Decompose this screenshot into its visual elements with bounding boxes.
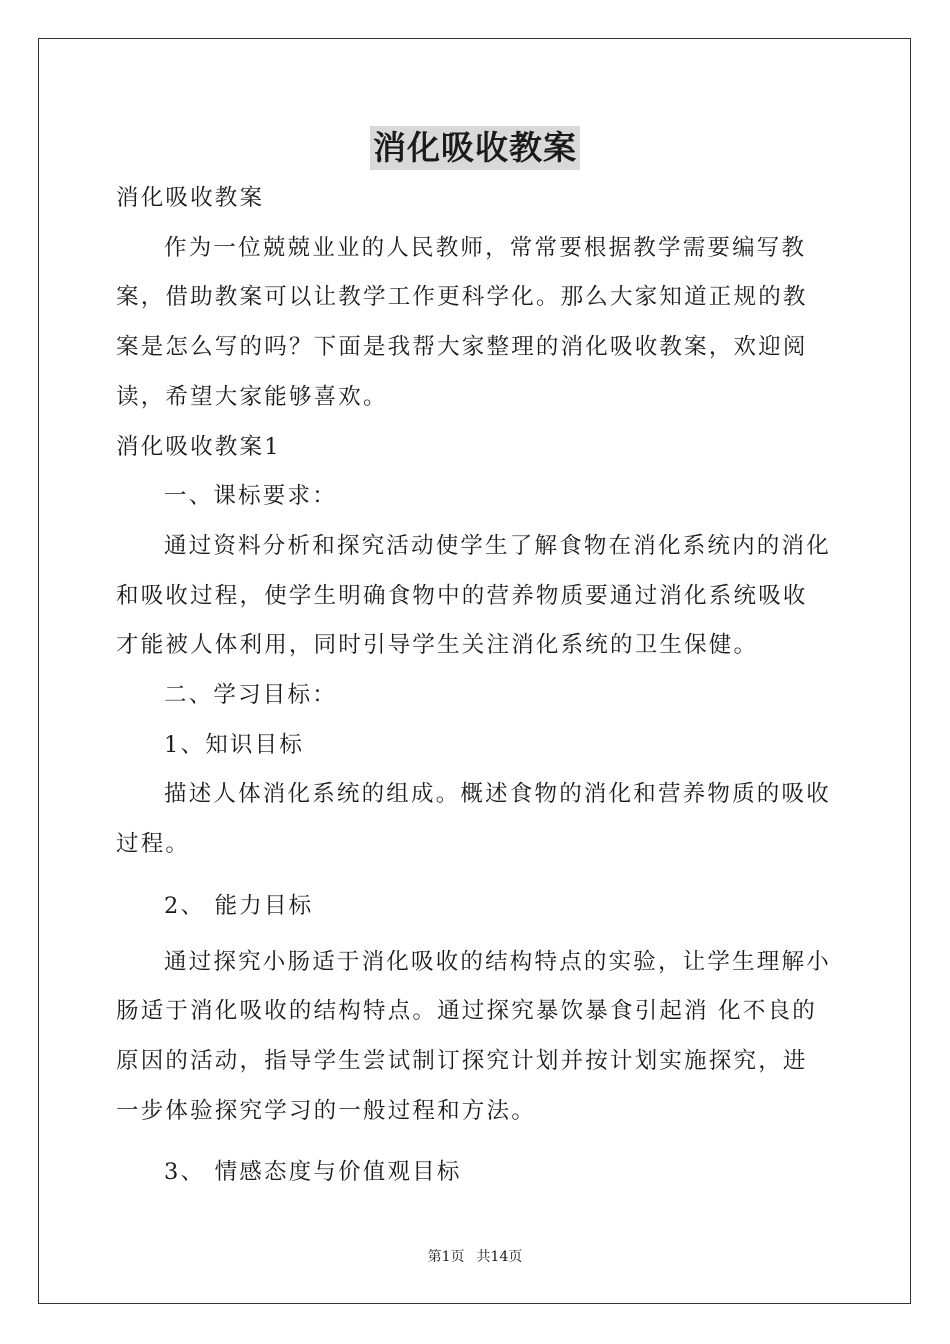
curriculum-paragraph: 通过资料分析和探究活动使学生了解食物在消化系统内的消化和吸收过程，使学生明确食物中的营养物质要通过消化系统吸收才能被人体利用，同时引导学生关注消化系统的卫生保健。 (116, 532, 831, 659)
page-number-total: 共14页 (476, 1249, 523, 1265)
page-number-current: 第1页 (427, 1249, 465, 1265)
ability-goal-paragraph: 通过探究小肠适于消化吸收的结构特点的实验，让学生理解小肠适于消化吸收的结构特点。通过探究暴饮暴食引起消 化不良的原因的活动，指导学生尝试制订探究计划并按计划实施探究，进一步体验探究学习的一般过程和方法。 (116, 948, 831, 1124)
section-heading: 消化吸收教案1 (116, 433, 281, 460)
heading-attitude-goal: 3、 情感态度与价值观目标 (164, 1159, 462, 1186)
heading-knowledge-goal: 1、知识目标 (164, 731, 305, 758)
document-body (116, 174, 832, 1198)
title-container (0, 126, 950, 170)
intro-paragraph: 作为一位兢兢业业的人民教师，常常要根据教学需要编写教案，借助教案可以让教学工作更科学化。那么大家知道正规的教案是怎么写的吗？下面是我帮大家整理的消化吸收教案，欢迎阅读，希望大家能够喜欢。 (116, 234, 808, 410)
page-footer (0, 1248, 950, 1266)
heading-learning-goals: 二、学习目标： (164, 682, 337, 709)
knowledge-goal-paragraph: 描述人体消化系统的组成。概述食物的消化和营养物质的吸收过程。 (116, 781, 831, 858)
subtitle-paragraph: 消化吸收教案 (116, 185, 265, 211)
document-title: 消化吸收教案 (370, 126, 580, 170)
heading-ability-goal: 2、 能力目标 (164, 892, 314, 919)
heading-curriculum-requirements: 一、课标要求： (164, 483, 337, 510)
